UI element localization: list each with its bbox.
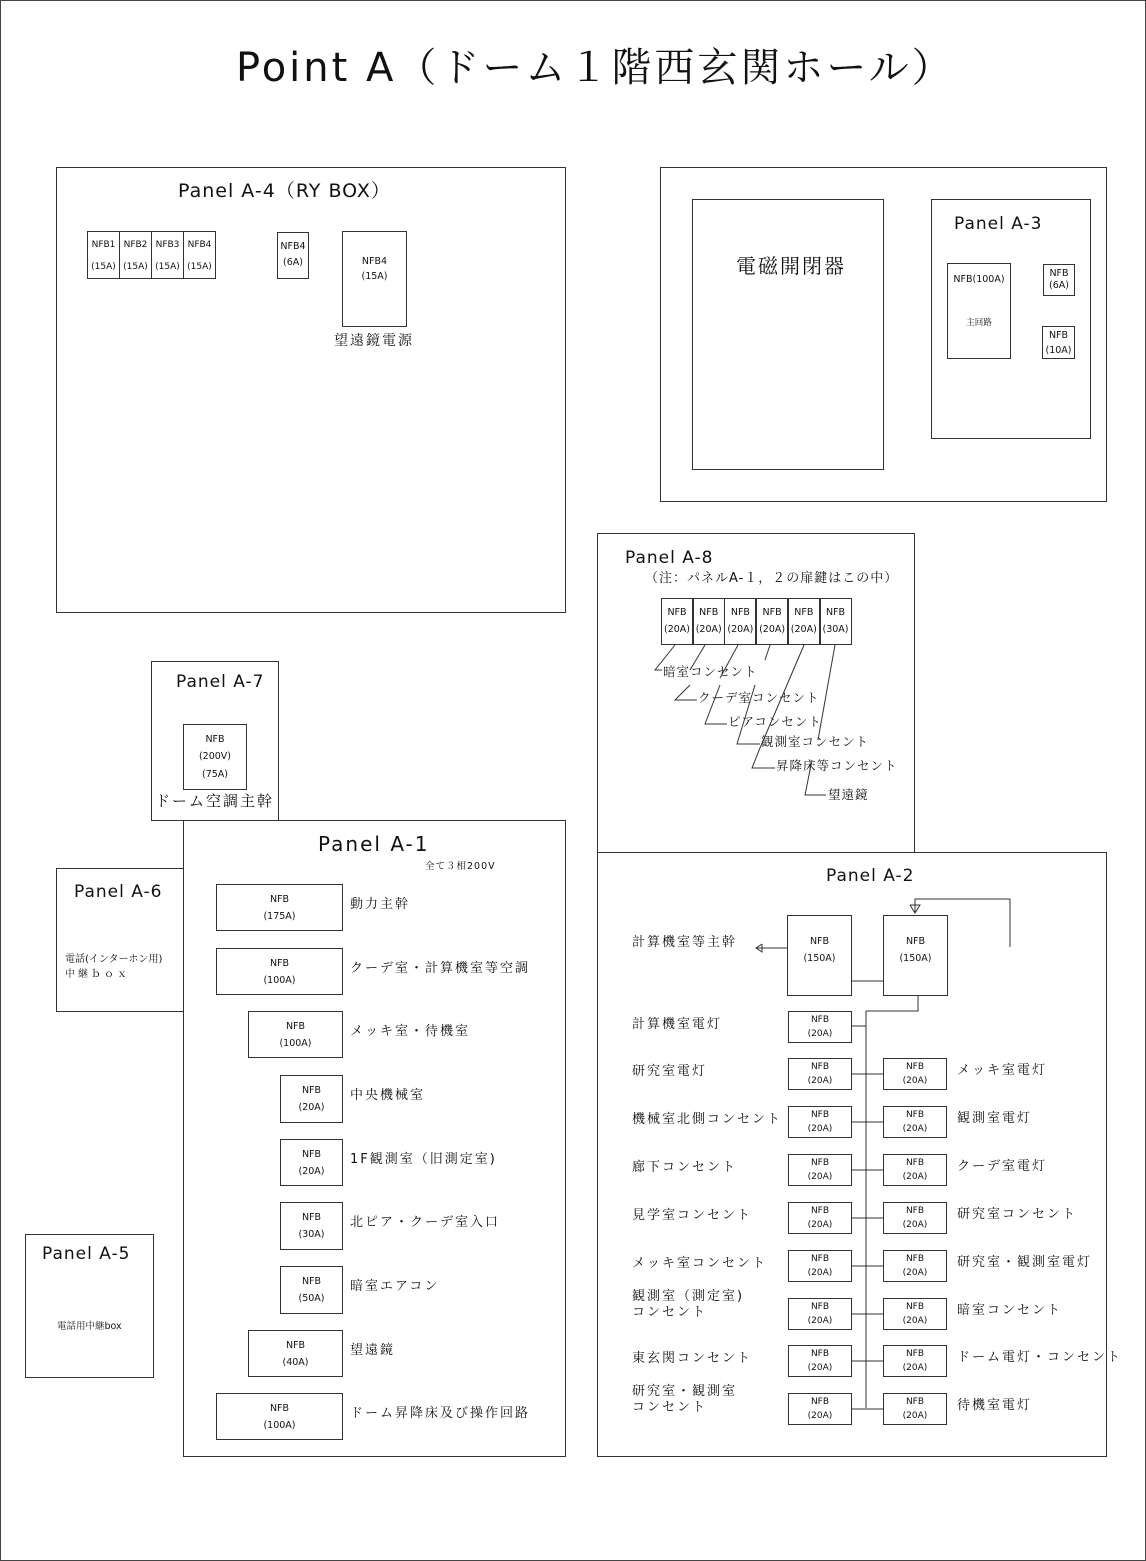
panel-a2-left-breaker: NFB (20A) — [788, 1154, 852, 1186]
panel-a2-right-breaker: NFB (20A) — [883, 1106, 947, 1138]
panel-a2-left-breaker: NFB (20A) — [788, 1106, 852, 1138]
panel-a2-right-label: 観測室電灯 — [957, 1111, 1033, 1126]
panel-a2-left-breaker: NFB (20A) — [788, 1058, 852, 1090]
panel-a1-circuit-label: 1F観測室（旧測定室) — [350, 1152, 497, 1167]
panel-a2-right-breaker: NFB (20A) — [883, 1058, 947, 1090]
panel-a8-breaker: NFB (20A) — [661, 598, 693, 645]
panel-a7-label: ドーム空調主幹 — [155, 792, 275, 810]
panel-a2-right-breaker: NFB (20A) — [883, 1250, 947, 1282]
panel-a4-breaker: NFB2 (15A) — [119, 231, 152, 279]
panel-a4-label: 望遠鏡電源 — [334, 333, 414, 349]
panel-a8-breaker: NFB (20A) — [724, 598, 756, 645]
panel-a8-circuit-label: クーデ室コンセント — [698, 690, 820, 705]
panel-a2-right-breaker: NFB (20A) — [883, 1393, 947, 1425]
panel-a2-left-label: 計算機室電灯 — [632, 1017, 723, 1032]
panel-a4-title: Panel A-4（RY BOX） — [178, 180, 391, 202]
contactor-label: 電磁開閉器 — [736, 254, 846, 278]
panel-a1-note: 全て３相200V — [425, 861, 496, 872]
panel-a8-note: （注：パネルA-１，２の扉鍵はこの中） — [645, 571, 899, 586]
panel-a2-right-breaker: NFB (20A) — [883, 1202, 947, 1234]
panel-a2-right-label: 待機室電灯 — [957, 1398, 1033, 1413]
panel-a8-breaker: NFB (20A) — [693, 598, 725, 645]
panel-a8-circuit-label: 望遠鏡 — [828, 787, 869, 802]
panel-a4-breaker-6a: NFB4 (6A) — [277, 232, 309, 279]
panel-a7-breaker: NFB (200V) (75A) — [183, 724, 247, 790]
panel-a2-right-label: メッキ室電灯 — [957, 1063, 1048, 1078]
panel-a4-breaker: NFB4 (15A) — [183, 231, 216, 279]
panel-a1-breaker: NFB (40A) — [248, 1330, 343, 1377]
panel-a2-main-label: 計算機室等主幹 — [632, 935, 738, 950]
panel-a2-left-breaker: NFB (20A) — [788, 1393, 852, 1425]
panel-a5-label: 電話用中継box — [57, 1321, 122, 1332]
panel-a2-right-label: ドーム電灯・コンセント — [957, 1350, 1123, 1365]
panel-a2-title: Panel A-2 — [826, 866, 915, 886]
panel-a7-title: Panel A-7 — [176, 672, 265, 692]
panel-a2-left-label: 廊下コンセント — [632, 1160, 738, 1175]
panel-a1-circuit-label: メッキ室・待機室 — [350, 1024, 471, 1039]
panel-a2-left-breaker: NFB (20A) — [788, 1250, 852, 1282]
page-title: Point A（ドーム１階西玄関ホール） — [236, 45, 955, 91]
panel-a1-breaker: NFB (50A) — [280, 1266, 343, 1314]
panel-a2-main-breaker-1: NFB (150A) — [787, 915, 852, 996]
panel-a8-title: Panel A-8 — [625, 548, 714, 568]
panel-a8-breaker: NFB (20A) — [788, 598, 820, 645]
panel-a2-right-label: クーデ室電灯 — [957, 1159, 1048, 1174]
panel-a3-main-breaker: NFB(100A) 主回路 — [947, 263, 1011, 359]
panel-a2-main-breaker-2: NFB (150A) — [883, 915, 948, 996]
panel-a2-left-label: 東玄関コンセント — [632, 1351, 753, 1366]
panel-a2-right-label: 研究室コンセント — [957, 1207, 1078, 1222]
panel-a8-circuit-label: 昇降床等コンセント — [776, 758, 898, 773]
panel-a8-circuit-label: 観測室コンセント — [761, 734, 870, 749]
panel-a1-circuit-label: 動力主幹 — [350, 897, 411, 912]
panel-a1-circuit-label: ドーム昇降床及び操作回路 — [350, 1406, 531, 1421]
panel-a8-breaker: NFB (30A) — [820, 598, 852, 645]
panel-a1-breaker: NFB (100A) — [216, 1393, 343, 1440]
panel-a4-breaker: NFB3 (15A) — [151, 231, 184, 279]
panel-a2-left-label: 見学室コンセント — [632, 1208, 753, 1223]
panel-a1-breaker: NFB (30A) — [280, 1202, 343, 1250]
panel-a1-breaker: NFB (100A) — [248, 1011, 343, 1058]
panel-a3-breaker-10a: NFB (10A) — [1042, 326, 1075, 359]
panel-a2-left-label: 機械室北側コンセント — [632, 1112, 783, 1127]
panel-a2-left-label: メッキ室コンセント — [632, 1256, 768, 1271]
panel-a8-circuit-label: 暗室コンセント — [663, 664, 758, 679]
panel-a4-breaker: NFB1 (15A) — [87, 231, 120, 279]
panel-a2-right-breaker: NFB (20A) — [883, 1345, 947, 1377]
panel-a2-right-label: 暗室コンセント — [957, 1303, 1063, 1318]
panel-a4-breaker-15a: NFB4 (15A) — [342, 231, 407, 327]
panel-a2-left-breaker: NFB (20A) — [788, 1345, 852, 1377]
panel-a1-breaker: NFB (20A) — [280, 1075, 343, 1123]
panel-a2-right-breaker: NFB (20A) — [883, 1298, 947, 1330]
panel-a3-title: Panel A-3 — [954, 214, 1043, 234]
panel-a2-right-label: 研究室・観測室電灯 — [957, 1255, 1093, 1270]
panel-a1-circuit-label: クーデ室・計算機室等空調 — [350, 961, 531, 976]
panel-a2-left-breaker: NFB (20A) — [788, 1202, 852, 1234]
panel-a2-left-label: 研究室・観測室 コンセント — [632, 1384, 738, 1415]
panel-a1-breaker: NFB (175A) — [216, 884, 343, 931]
panel-a3-breaker-6a: NFB (6A) — [1043, 264, 1075, 296]
panel-a1-breaker: NFB (100A) — [216, 948, 343, 995]
panel-a5-title: Panel A-5 — [42, 1244, 131, 1264]
panel-a2-left-breaker: NFB (20A) — [788, 1011, 852, 1043]
panel-a8-breaker: NFB (20A) — [756, 598, 788, 645]
panel-a2-right-breaker: NFB (20A) — [883, 1154, 947, 1186]
panel-a6-line1: 電話(インターホン用) — [65, 954, 163, 965]
panel-a2-left-breaker: NFB (20A) — [788, 1298, 852, 1330]
panel-a1-circuit-label: 暗室エアコン — [350, 1279, 440, 1294]
panel-a6-title: Panel A-6 — [74, 882, 163, 902]
panel-a6-line2: 中継ｂｏｘ — [65, 969, 130, 980]
panel-a1-title: Panel A-1 — [318, 832, 430, 856]
panel-a1-circuit-label: 中央機械室 — [350, 1088, 426, 1103]
panel-a2-left-label: 研究室電灯 — [632, 1064, 708, 1079]
panel-a1-circuit-label: 望遠鏡 — [350, 1343, 396, 1358]
contactor-box — [692, 199, 884, 470]
panel-a1-circuit-label: 北ピア・クーデ室入口 — [350, 1215, 501, 1230]
panel-a8-circuit-label: ピアコンセント — [728, 714, 822, 729]
panel-a1-breaker: NFB (20A) — [280, 1139, 343, 1186]
panel-a2-left-label: 観測室（測定室) コンセント — [632, 1289, 745, 1320]
